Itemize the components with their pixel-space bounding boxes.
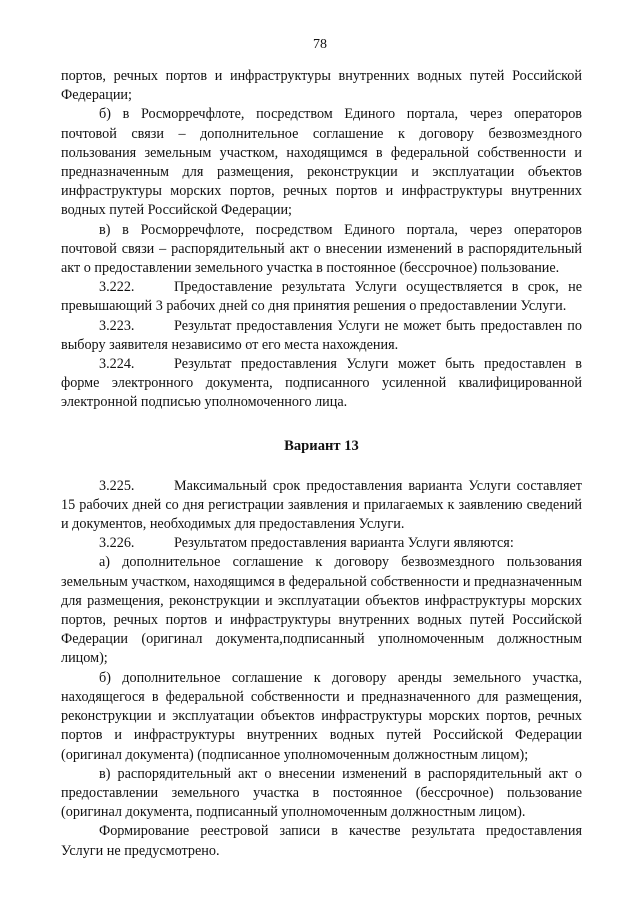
clause-number: 3.223. xyxy=(99,317,135,334)
paragraph xyxy=(61,67,582,105)
paragraphs-top xyxy=(61,67,582,413)
paragraph-text: Формирование реестровой записи в качестве результата предоставления Услуги не предусмотрено. xyxy=(61,823,582,859)
clause-number: 3.226. xyxy=(99,535,135,552)
paragraph xyxy=(61,669,582,765)
paragraph xyxy=(61,105,582,220)
paragraph-text: б) в Росморречфлоте, посредством Единого портала, через операторов почтовой связи – дополнительное соглашение к договору безвозмездного пользования земельным участком, находящимся в федеральной собственности и предназначенным для размещения, реконструкции и эксплуатации объектов инфраструктуры морских портов, речных портов и инфраструктуры внутренних водных путей Российской Федерации; xyxy=(61,106,582,219)
paragraph-text: Результат предоставления Услуги может быть предоставлен в форме электронного документа, подписанного усиленной квалифицированной электронной подписью уполномоченного лица. xyxy=(61,356,582,411)
paragraph-text: в) в Росморречфлоте, посредством Единого портала, через операторов почтовой связи – распорядительный акт о внесении изменений в распорядительный акт о предоставлении земельного участка в постоянное (бессрочное) пользование. xyxy=(61,221,582,277)
paragraph-text: Результат предоставления Услуги не может быть предоставлен по выбору заявителя независимо от его места нахождения. xyxy=(61,317,582,353)
paragraph xyxy=(61,278,582,316)
paragraph-text: Максимальный срок предоставления варианта Услуги составляет 15 рабочих дней со дня регистрации заявления и прилагаемых к заявлению сведений и документов, необходимых для предоставления Услуги. xyxy=(61,477,582,533)
paragraph xyxy=(61,477,582,535)
paragraph-text: в) распорядительный акт о внесении изменений в распорядительный акт о предоставлении земельного участка в постоянное (бессрочное) пользование (оригинал документа, подписанный уполномоченным должностным лицом). xyxy=(61,765,582,821)
paragraph xyxy=(61,317,582,355)
section-heading: Вариант 13 xyxy=(284,437,359,454)
document-body xyxy=(61,67,582,861)
paragraph-text: б) дополнительное соглашение к договору аренды земельного участка, находящегося в федеральной собственности и предназначенного для размещения, реконструкции и эксплуатации объектов инфраструктуры морских портов, речных портов и инфраструктуры внутренних водных путей Российской Федерации (оригинал документа) (подписанное уполномоченным должностным лицом); xyxy=(61,669,582,763)
paragraph xyxy=(61,534,582,553)
paragraph-text: Предоставление результата Услуги осуществляется в срок, не превышающий 3 рабочих дней со дня принятия решения о предоставлении Услуги. xyxy=(61,279,582,315)
paragraph xyxy=(61,221,582,279)
paragraph xyxy=(61,355,582,413)
paragraph xyxy=(61,765,582,823)
paragraph xyxy=(61,553,582,668)
paragraph-text: портов, речных портов и инфраструктуры внутренних водных путей Российской Федерации; xyxy=(61,68,582,104)
clause-number: 3.225. xyxy=(99,477,135,494)
paragraphs-bottom xyxy=(61,477,582,861)
clause-number: 3.222. xyxy=(99,279,135,296)
paragraph-text: Результатом предоставления варианта Услуги являются: xyxy=(174,535,514,552)
page-number: 78 xyxy=(313,37,327,52)
paragraph-text: а) дополнительное соглашение к договору безвозмездного пользования земельным участком, находящимся в федеральной собственности и предназначенным для размещения, реконструкции и эксплуатации объектов инфраструктуры морских портов, речных портов и инфраструктуры внутренних водных путей Российской Федерации (оригинал документа,подписанный уполномоченным должностным лицом); xyxy=(61,554,582,667)
paragraph xyxy=(61,822,582,860)
clause-number: 3.224. xyxy=(99,356,135,373)
